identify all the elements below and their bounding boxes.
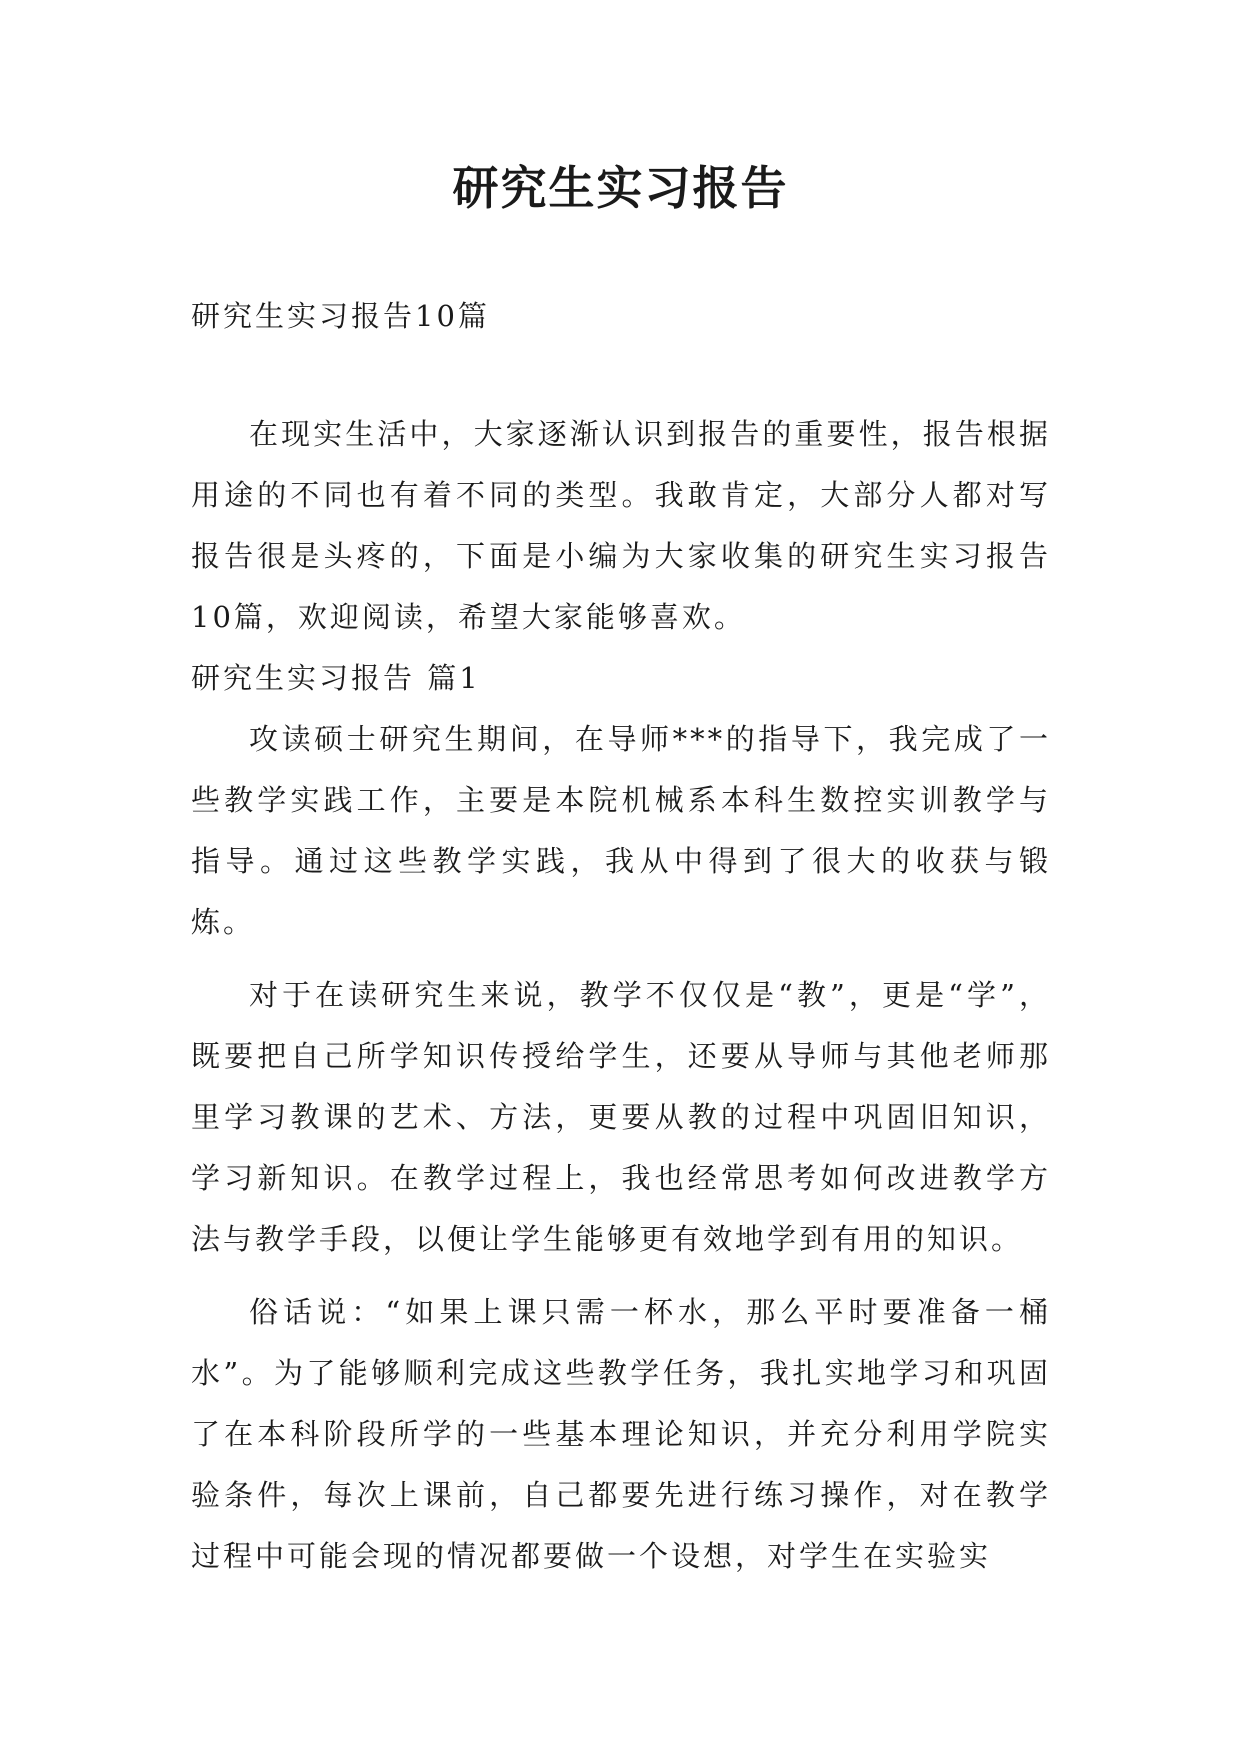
body-paragraph-3: 俗话说：“如果上课只需一杯水，那么平时要准备一桶水”。为了能够顺利完成这些教学任务，我扎实地学习和巩固了在本科阶段所学的一些基本理论知识，并充分利用学院实验条件，每次上课前，自己都要先进行练习操作，对在教学过程中可能会现的情况都要做一个设想，对学生在实验实 (191, 1295, 1051, 1573)
body-paragraph-2: 对于在读研究生来说，教学不仅仅是“教”，更是“学”，既要把自己所学知识传授给学生，还要从导师与其他老师那里学习教课的艺术、方法，更要从教的过程中巩固旧知识，学习新知识。在教学过程上，我也经常思考如何改进教学方法与教学手段，以便让学生能够更有效地学到有用的知识。 (191, 978, 1051, 1256)
intro-paragraph: 在现实生活中，大家逐渐认识到报告的重要性，报告根据用途的不同也有着不同的类型。我敢肯定，大部分人都对写报告很是头疼的，下面是小编为大家收集的研究生实习报告10篇，欢迎阅读，希望大家能够喜欢。 (191, 417, 1051, 634)
document-body (191, 404, 1051, 1587)
document-title: 研究生实习报告 (452, 161, 789, 215)
document-subtitle: 研究生实习报告10篇 (191, 299, 490, 333)
body-paragraph-1: 攻读硕士研究生期间，在导师***的指导下，我完成了一些教学实践工作，主要是本院机械系本科生数控实训教学与指导。通过这些教学实践，我从中得到了很大的收获与锻炼。 (191, 722, 1051, 939)
section-heading: 研究生实习报告 篇1 (191, 661, 481, 695)
